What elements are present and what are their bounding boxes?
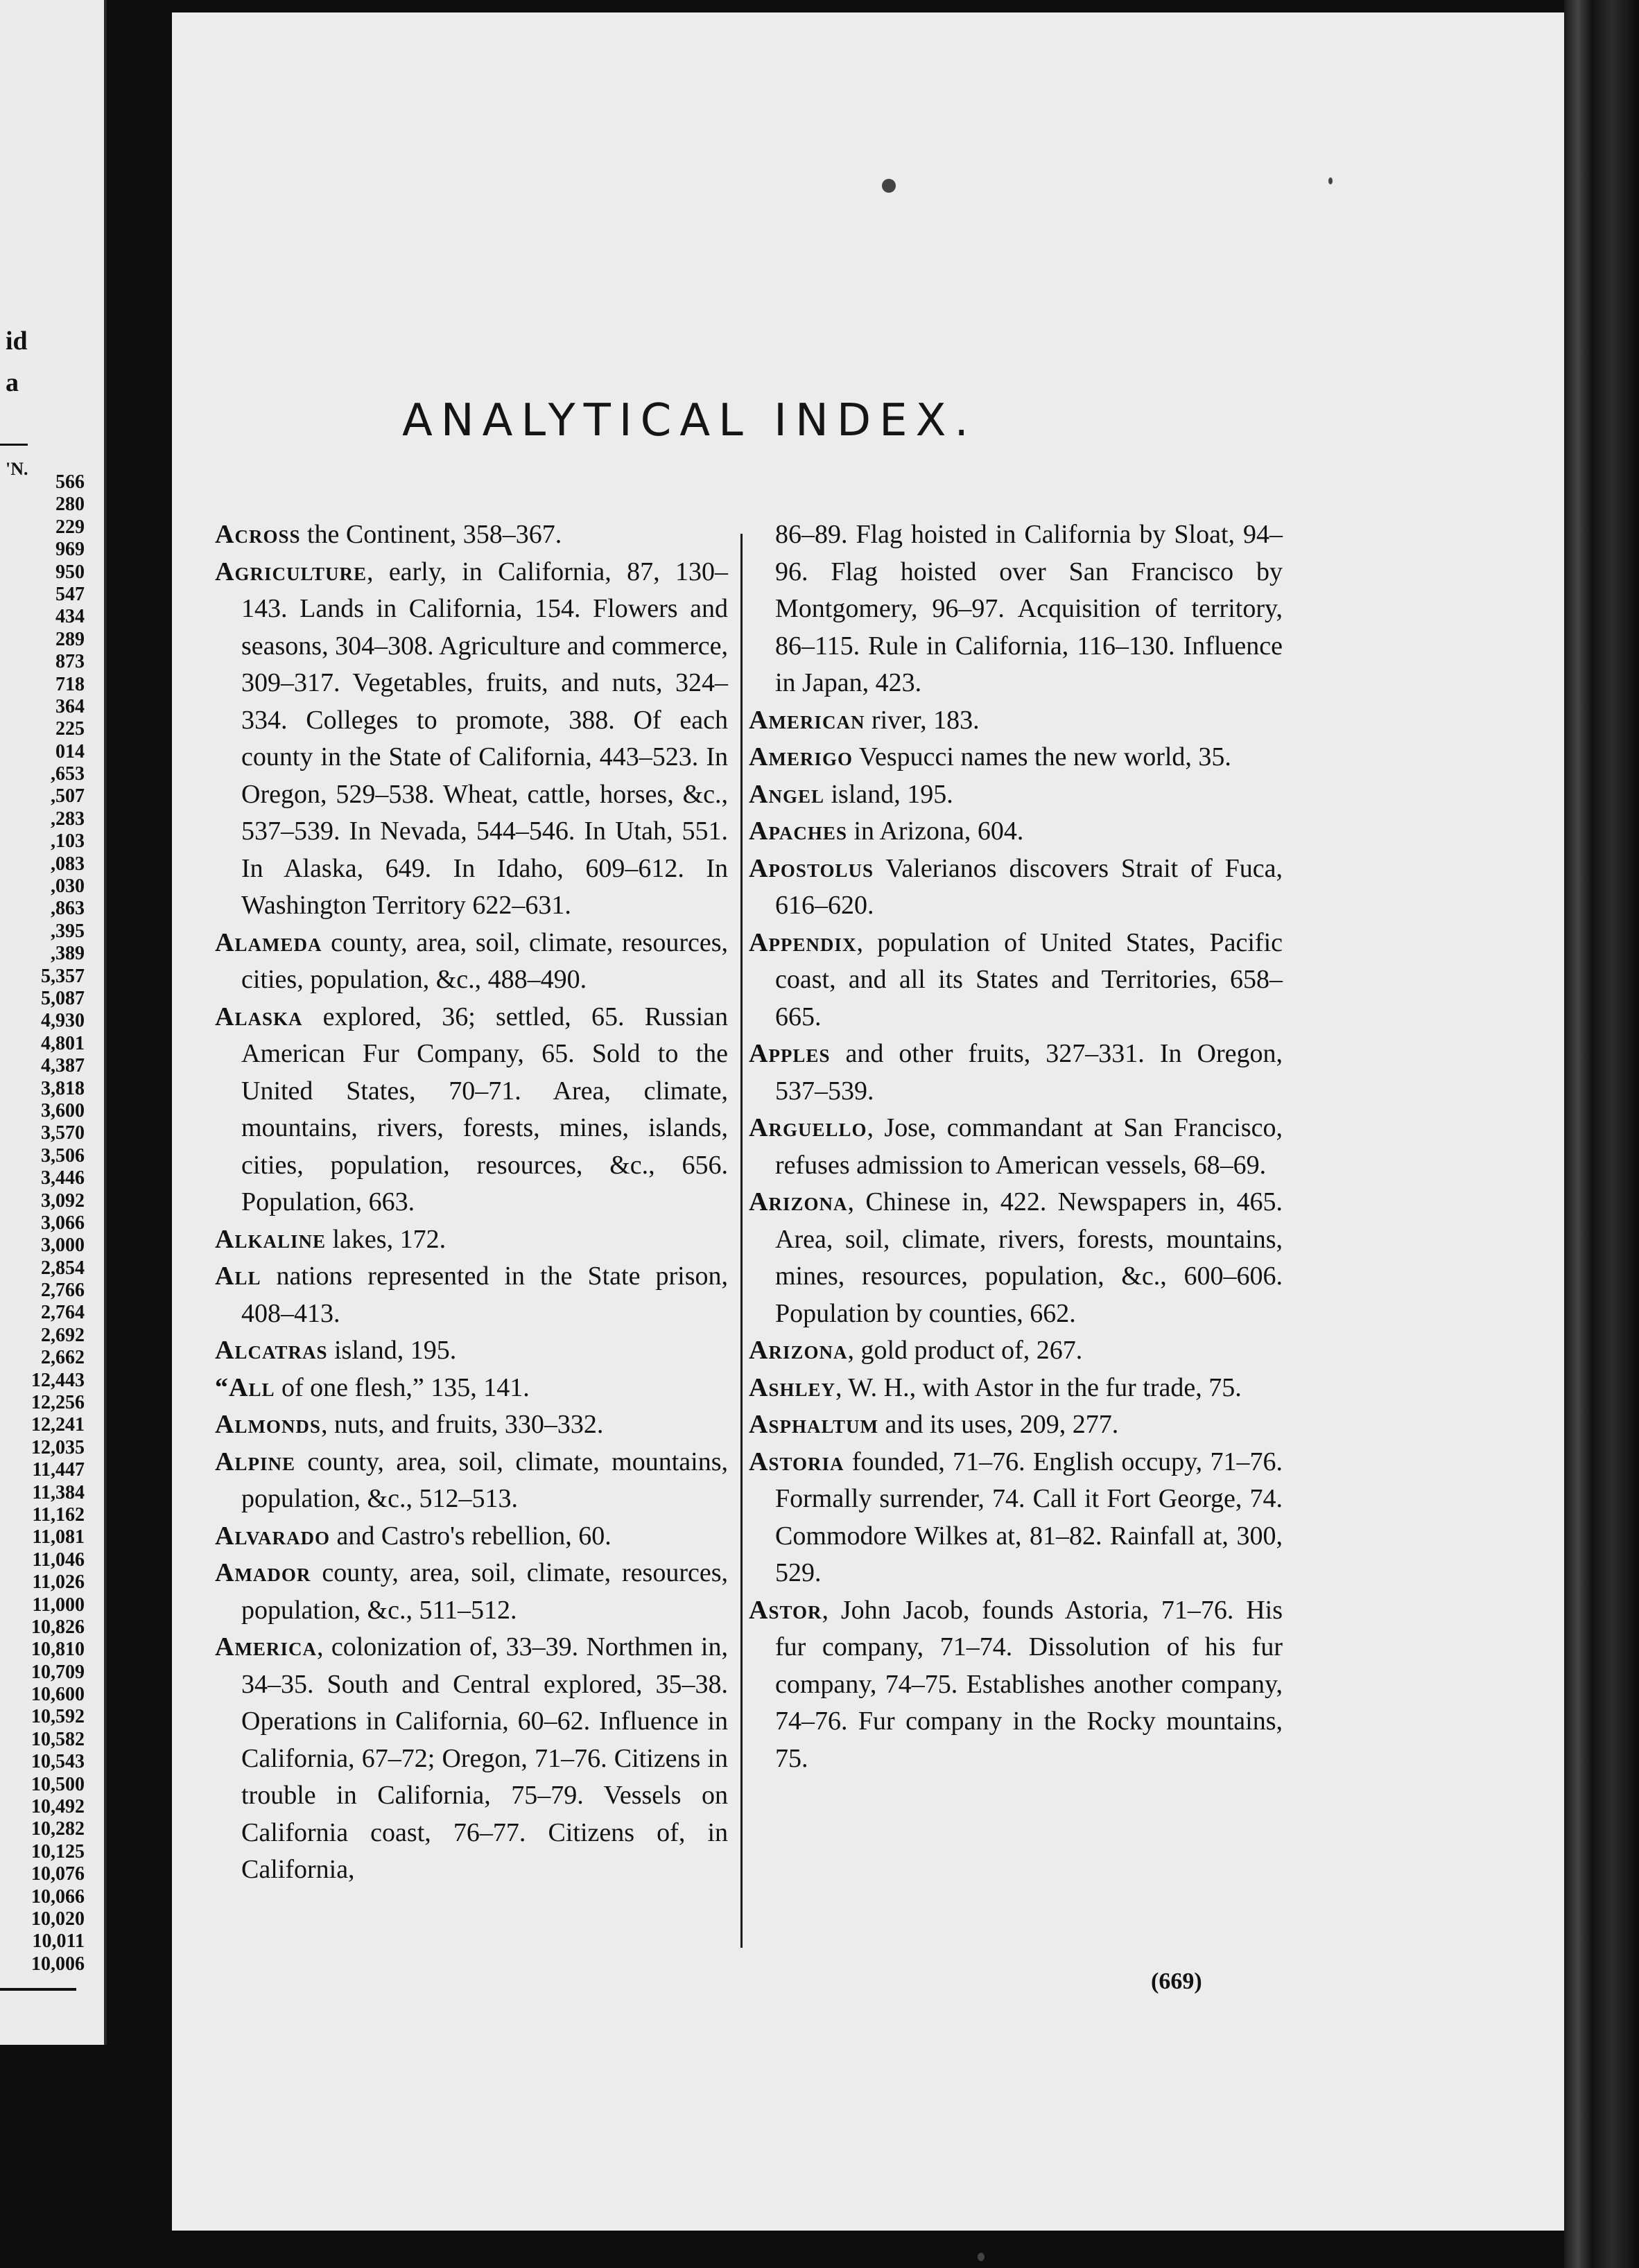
facing-page-number: 10,282	[31, 1818, 85, 1840]
facing-page-number: 10,011	[32, 1930, 85, 1953]
index-entry	[749, 1370, 1283, 1407]
index-entry	[749, 739, 1283, 776]
index-entry	[215, 1370, 728, 1407]
index-entry-text: and its uses, 209, 277.	[878, 1410, 1119, 1439]
index-entry-heading: Amerigo	[749, 742, 853, 771]
facing-page-number: 2,764	[41, 1302, 85, 1324]
facing-page-number: ,030	[51, 875, 85, 898]
index-entry-heading: Apaches	[749, 817, 847, 846]
index-entry-heading: Alkaline	[215, 1224, 326, 1254]
index-entry-text: and Castro's rebellion, 60.	[330, 1521, 612, 1551]
facing-page-rule	[0, 1988, 76, 1991]
facing-page-fragment	[0, 0, 107, 2045]
facing-page-number: 2,662	[41, 1347, 85, 1369]
facing-page-number: 10,543	[31, 1751, 85, 1773]
facing-page-number: 566	[55, 471, 85, 493]
facing-page-number-column	[0, 471, 97, 1975]
index-entry-heading: Arizona	[749, 1336, 848, 1365]
facing-page-number: 11,026	[32, 1571, 85, 1594]
index-entry	[215, 1555, 728, 1629]
index-entry-text: and other fruits, 327–331. In Oregon, 537–539.	[775, 1039, 1283, 1106]
facing-page-number: 2,766	[41, 1280, 85, 1302]
book-spine	[1564, 0, 1639, 2268]
index-entry	[749, 1406, 1283, 1444]
facing-page-number: 10,810	[31, 1639, 85, 1661]
index-entry-text: in Arizona, 604.	[847, 817, 1024, 846]
facing-page-number: 10,709	[31, 1661, 85, 1683]
index-entry-heading: Alpine	[215, 1447, 295, 1476]
facing-page-number: 10,500	[31, 1773, 85, 1795]
index-entry-heading: Alameda	[215, 927, 322, 957]
facing-page-number: 718	[55, 673, 85, 695]
index-entry-text: Vespucci names the new world, 35.	[852, 742, 1231, 771]
index-entry	[749, 1184, 1283, 1332]
facing-page-number: 873	[55, 651, 85, 673]
index-entry-heading: America	[215, 1632, 317, 1661]
index-entry	[215, 1629, 728, 1889]
index-entry-heading: Alcatras	[215, 1336, 328, 1365]
index-entry-heading: Apples	[749, 1039, 831, 1068]
facing-page-number: ,863	[51, 898, 85, 920]
index-entry	[215, 999, 728, 1221]
facing-page-number: 10,066	[31, 1885, 85, 1908]
index-entry-text: lakes, 172.	[325, 1224, 446, 1254]
index-entry	[749, 850, 1283, 925]
facing-page-number: 229	[55, 516, 85, 538]
facing-page-number: 3,092	[41, 1189, 85, 1212]
facing-page-number: 10,492	[31, 1796, 85, 1818]
index-entry	[215, 925, 728, 999]
facing-page-number: 3,000	[41, 1235, 85, 1257]
index-entry-text: , colonization of, 33–39. Northmen in, 34–35. South and Central explored, 35–38. Operations in California, 60–62. Influence in California, 67–72; Oregon, 71–76. Citizens in trouble in California, 75–79. Vessels on California coast, 76–77. Citizens of, in California,	[241, 1632, 728, 1884]
facing-page-number: 10,020	[31, 1908, 85, 1930]
facing-page-number: 11,447	[32, 1459, 85, 1481]
index-entry-heading: Amador	[215, 1558, 311, 1587]
index-entry-heading: Astoria	[749, 1447, 844, 1476]
facing-page-number: 12,443	[31, 1369, 85, 1391]
index-entry	[749, 1110, 1283, 1184]
facing-page-number: 10,582	[31, 1728, 85, 1750]
index-entry-text: , early, in California, 87, 130–143. Lands in California, 154. Flowers and seasons, 304–308. Agriculture and commerce, 309–317. Vegetables, fruits, and nuts, 324–334. Colleges to promote, 388. Of each county in the State of California, 443–523. In Oregon, 529–538. Wheat, cattle, horses, &c., 537–539. In Nevada, 544–546. In Utah, 551. In Alaska, 649. In Idaho, 609–612. In Washington Territory 622–631.	[241, 557, 728, 920]
index-entry-text: river, 183.	[865, 705, 980, 735]
index-entry	[749, 516, 1283, 702]
index-column-right	[749, 516, 1283, 1777]
facing-page-text-fragment: id	[6, 326, 28, 356]
index-entry	[749, 1444, 1283, 1592]
facing-page-number: 11,000	[32, 1594, 85, 1616]
facing-page-number: 11,081	[32, 1526, 85, 1549]
facing-page-number: 4,930	[41, 1010, 85, 1032]
index-entry-heading: Agriculture	[215, 557, 367, 586]
index-entry	[215, 1518, 728, 1555]
index-entry-text: island, 195.	[824, 779, 953, 809]
facing-page-number: 11,384	[32, 1481, 85, 1503]
facing-page-number: ,083	[51, 853, 85, 875]
index-entry	[215, 1221, 728, 1259]
index-entry-text: , nuts, and fruits, 330–332.	[320, 1410, 604, 1439]
index-entry-text: county, area, soil, climate, resources, cities, population, &c., 488–490.	[241, 927, 728, 994]
page-number: (669)	[1151, 1969, 1202, 1994]
index-entry	[749, 1036, 1283, 1110]
facing-page-number: 950	[55, 561, 85, 583]
facing-page-number: 434	[55, 606, 85, 628]
index-entry	[215, 1444, 728, 1518]
facing-page-number: 547	[55, 583, 85, 605]
facing-page-number: 969	[55, 539, 85, 561]
index-entry-heading: Arizona	[749, 1187, 848, 1216]
facing-page-number: 5,087	[41, 987, 85, 1009]
facing-page-number: 10,125	[31, 1840, 85, 1863]
facing-page-number: 4,801	[41, 1032, 85, 1054]
index-entry-text: the Continent, 358–367.	[300, 520, 562, 549]
facing-page-number: 10,826	[31, 1616, 85, 1638]
index-entry-heading: Asphaltum	[749, 1410, 878, 1439]
index-entry-text: of one flesh,” 135, 141.	[275, 1372, 530, 1402]
index-entry-heading: Arguello	[749, 1113, 867, 1142]
facing-page-number: 014	[55, 740, 85, 762]
index-entry-text: island, 195.	[327, 1336, 457, 1365]
index-entry-heading: Apostolus	[749, 853, 874, 883]
index-entry-heading: Ashley	[749, 1372, 835, 1402]
index-entry-heading: Angel	[749, 779, 824, 809]
facing-page-number: 2,854	[41, 1257, 85, 1279]
facing-page-number: 2,692	[41, 1324, 85, 1346]
index-entry	[749, 776, 1283, 814]
index-entry-text: , John Jacob, founds Astoria, 71–76. His fur company, 71–74. Dissolution of his fur company, 74–75. Establishes another company, 74–76. Fur company in the Rocky mountains, 75.	[775, 1595, 1283, 1773]
index-entry-text: , W. H., with Astor in the fur trade, 75.	[835, 1372, 1242, 1402]
facing-page-number: ,507	[51, 785, 85, 808]
index-entry	[749, 813, 1283, 850]
facing-page-number: 10,076	[31, 1863, 85, 1885]
facing-page-number: 12,241	[31, 1414, 85, 1436]
index-entry-text: founded, 71–76. English occupy, 71–76. Formally surrender, 74. Call it Fort George, 74. Commodore Wilkes at, 81–82. Rainfall at, 300, 529.	[775, 1447, 1283, 1587]
index-entry	[749, 1332, 1283, 1370]
column-divider	[740, 534, 743, 1948]
facing-page-text-fragment: a	[6, 368, 19, 397]
index-entry-text: , Chinese in, 422. Newspapers in, 465. Area, soil, climate, rivers, forests, mountains, mines, resources, population, &c., 600–606. Population by counties, 662.	[775, 1187, 1283, 1328]
facing-page-number: 3,446	[41, 1167, 85, 1189]
facing-page-number: ,653	[51, 763, 85, 785]
index-entry	[749, 925, 1283, 1036]
index-entry-text: county, area, soil, climate, resources, population, &c., 511–512.	[241, 1558, 728, 1625]
facing-page-number: 289	[55, 628, 85, 650]
index-entry-text: , Jose, commandant at San Francisco, refuses admission to American vessels, 68–69.	[775, 1113, 1283, 1180]
index-entry-text: 86–89. Flag hoisted in California by Sloat, 94–96. Flag hoisted over San Francisco by Montgomery, 96–97. Acquisition of territory, 86–115. Rule in California, 116–130. Influence in Japan, 423.	[775, 520, 1283, 697]
ink-speck	[1328, 177, 1333, 184]
index-entry	[215, 1406, 728, 1444]
facing-page-number: 5,357	[41, 965, 85, 987]
index-column-left	[215, 516, 728, 1889]
facing-page-number: 3,600	[41, 1099, 85, 1122]
index-entry	[215, 1332, 728, 1370]
facing-page-number: 3,066	[41, 1212, 85, 1234]
facing-page-number: 12,256	[31, 1392, 85, 1414]
facing-page-number: 10,592	[31, 1706, 85, 1728]
facing-page-number: 11,162	[32, 1503, 85, 1526]
facing-page-number: 11,046	[32, 1549, 85, 1571]
facing-page-number: 225	[55, 718, 85, 740]
index-entry	[215, 554, 728, 925]
facing-page-number: 4,387	[41, 1055, 85, 1077]
facing-page-number: 364	[55, 695, 85, 717]
index-entry-heading: Almonds	[215, 1410, 321, 1439]
index-entry-text: Valerianos discovers Strait of Fuca, 616–620.	[775, 853, 1283, 920]
index-entry-heading: Alaska	[215, 1002, 303, 1031]
facing-page-number: 12,035	[31, 1436, 85, 1458]
facing-page-number: ,395	[51, 920, 85, 942]
index-entry-heading: Across	[215, 520, 301, 549]
index-entry-text: , gold product of, 267.	[847, 1336, 1083, 1365]
facing-page-number: 3,818	[41, 1077, 85, 1099]
facing-page-number: ,103	[51, 830, 85, 853]
facing-page-number: 10,600	[31, 1684, 85, 1706]
index-entry-heading: Alvarado	[215, 1521, 330, 1551]
facing-page-number: 3,570	[41, 1122, 85, 1144]
facing-page-number: 10,006	[31, 1953, 85, 1975]
index-entry-text: nations represented in the State prison, 408–413.	[241, 1262, 728, 1328]
facing-page-number: ,389	[51, 943, 85, 965]
index-entry	[215, 1258, 728, 1332]
facing-page-rule	[0, 444, 28, 446]
ink-blot	[882, 179, 896, 193]
ink-speck	[978, 2253, 985, 2261]
facing-page-number: ,283	[51, 808, 85, 830]
index-entry	[215, 516, 728, 554]
facing-page-number: 3,506	[41, 1144, 85, 1167]
index-entry	[749, 1592, 1283, 1778]
index-entry-heading: Appendix	[749, 927, 857, 957]
index-entry-heading: All	[215, 1262, 261, 1291]
index-entry-heading: American	[749, 705, 865, 735]
index-entry-heading: “All	[215, 1372, 275, 1402]
index-entry-text: explored, 36; settled, 65. Russian American Fur Company, 65. Sold to the United States, 70–71. Area, climate, mountains, rivers, forests, mines, islands, cities, population, resources, &c., 656. Population, 663.	[241, 1002, 728, 1216]
index-entry-text: , population of United States, Pacific coast, and all its States and Territories, 658–665.	[775, 927, 1283, 1031]
index-entry-text: county, area, soil, climate, mountains, population, &c., 512–513.	[241, 1447, 728, 1513]
index-entry	[749, 702, 1283, 740]
index-entry-heading: Astor	[749, 1595, 822, 1625]
page-title: ANALYTICAL INDEX.	[402, 395, 977, 446]
facing-page-column-header: 'N.	[6, 459, 28, 479]
facing-page-number: 280	[55, 494, 85, 516]
